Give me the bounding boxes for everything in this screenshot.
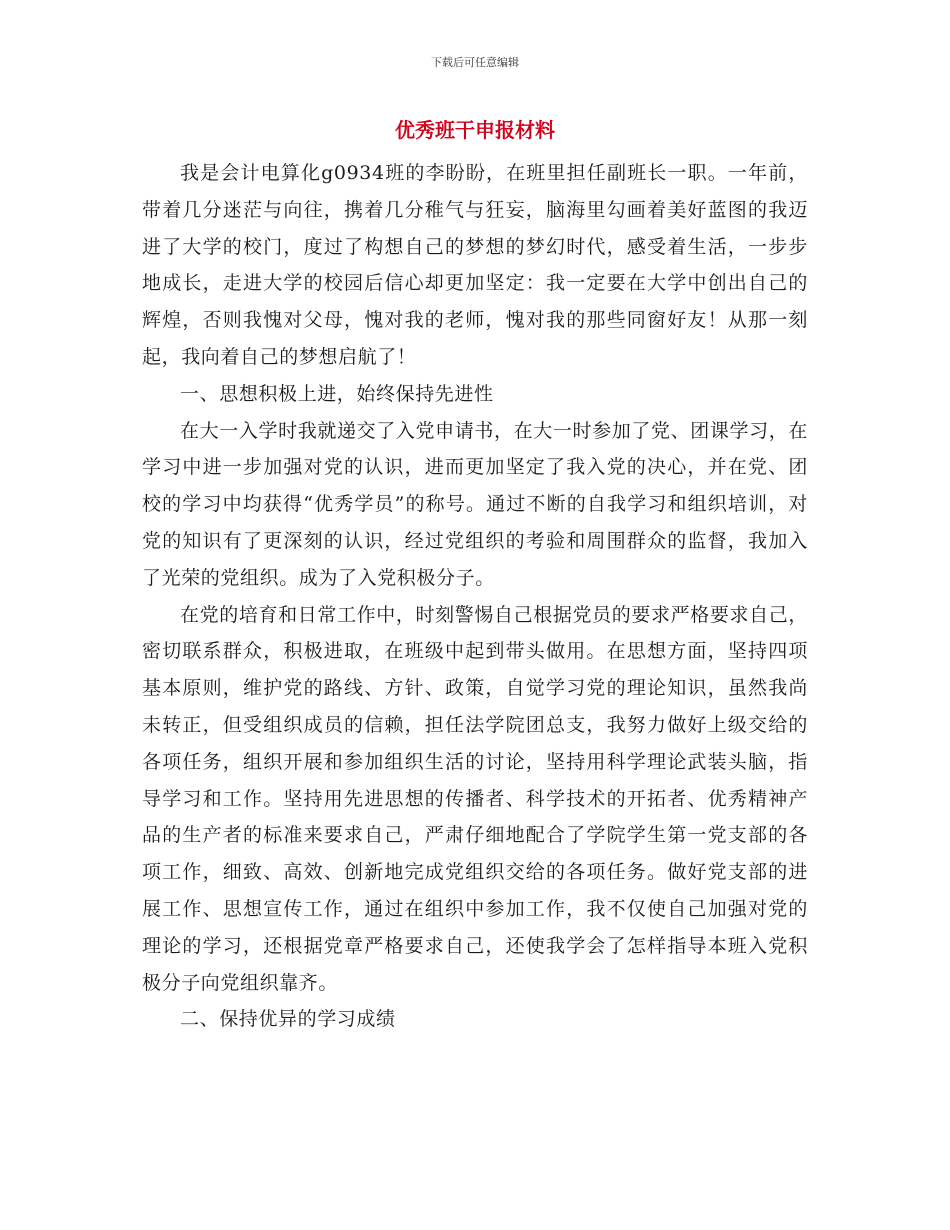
header-note: 下载后可任意编辑 [431, 56, 519, 69]
paragraph-party-work: 在党的培育和日常工作中，时刻警惕自己根据党员的要求严格要求自己，密切联系群众，积极进取，在班级中起到带头做用。在思想方面，坚持四项基本原则，维护党的路线、方针、政策，自觉学习党的理论知识，虽然我尚未转正，但受组织成员的信赖，担任法学院团总支，我努力做好上级交给的各项任务，组织开展和参加组织生活的讨论，坚持用科学理论武装头脑，指导学习和工作。坚持用先进思想的传播者、科学技术的开拓者、优秀精神产品的生产者的标准来要求自己，严肃仔细地配合了学院学生第一党支部的各项工作，细致、高效、创新地完成党组织交给的各项任务。做好党支部的进展工作、思想宣传工作，通过在组织中参加工作，我不仅使自己加强对党的理论的学习，还根据党章严格要求自己，还使我学会了怎样指导本班入党积极分子向党组织靠齐。 [142, 603, 808, 994]
section-heading-1: 一、思想积极上进，始终保持先进性 [180, 382, 494, 405]
document-title: 优秀班干申报材料 [395, 118, 555, 142]
paragraph-intro: 我是会计电算化g0934班的李盼盼，在班里担任副班长一职。一年前，带着几分迷茫与向往，携着几分稚气与狂妄，脑海里勾画着美好蓝图的我迈进了大学的校门，度过了构想自己的梦想的梦幻时代，感受着生活，一步步地成长，走进大学的校园后信心却更加坚定：我一定要在大学中创出自己的辉煌，否则我愧对父母，愧对我的老师，愧对我的那些同窗好友！从那一刻起，我向着自己的梦想启航了！ [142, 162, 808, 368]
document-body [142, 155, 808, 1038]
section-heading-2: 二、保持优异的学习成绩 [180, 1008, 396, 1031]
paragraph-party-application: 在大一入学时我就递交了入党申请书，在大一时参加了党、团课学习，在学习中进一步加强对党的认识，进而更加坚定了我入党的决心，并在党、团校的学习中均获得“优秀学员”的称号。通过不断的自我学习和组织培训，对党的知识有了更深刻的认识，经过党组织的考验和周围群众的监督，我加入了光荣的党组织。成为了入党积极分子。 [142, 419, 808, 589]
